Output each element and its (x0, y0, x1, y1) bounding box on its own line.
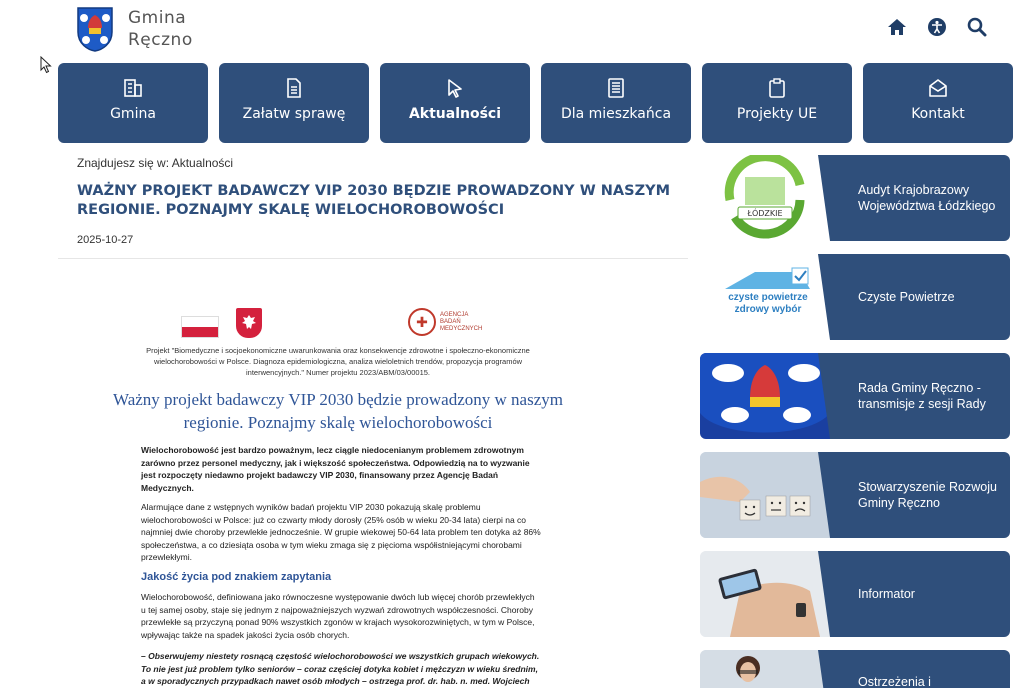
document-icon (284, 78, 304, 98)
sidebar-item-label: Czyste Powietrze (830, 254, 1010, 340)
document-paragraph: Wielochorobowość, definiowana jako równoczesne występowanie dwóch lub więcej chorób przewlekłych u tej samej osoby, staje się jednym z najpoważniejszych wyzwań zdrowotnych współczesności. Choroby przewlekłe są przyczyną ponad 90% wszystkich zgonów w krajach wysokorozwiniętych, w tym w Polsce, wpływając także na spadek jakości życia osób chorych. (141, 592, 535, 640)
search-icon[interactable] (966, 16, 988, 38)
document-paragraph: Alarmujące dane z wstępnych wyników badań projektu VIP 2030 pokazują skalę problemu wielochorobowości w Polsce: już co czwarty młody dorosły (25% osób w wieku 20-34 lata) cierpi na co najmniej dwie choroby przewlekłe jednocześnie. W grupie wiekowej 50-64 lata problem ten dotyka aż 86% społeczeństwa, a co dziesiąta osoba w tym wieku zmaga się z pięcioma współistniejącymi chorobami przewlekłymi. (141, 502, 541, 562)
sidebar-item-czyste-powietrze[interactable] (700, 254, 1010, 340)
coat-of-arms-image (700, 353, 830, 439)
polish-eagle-icon (236, 308, 262, 338)
accessibility-icon[interactable] (926, 16, 948, 38)
nav-label: Gmina (110, 106, 156, 122)
nav-aktualnosci[interactable] (380, 63, 530, 143)
document-paragraph: Wielochorobowość jest bardzo poważnym, lecz ciągle niedocenianym problemem zdrowotnym zarówno przez personel medyczny, jak i większość społeczeństwa. Odpowiedzią na to wyzwanie jest rozpoczęty niedawno projekt badawczy VIP 2030, finansowany przez Agencję Badań Medycznych. (141, 445, 530, 493)
logo-line1: Gmina (128, 8, 187, 28)
article-document-image (58, 268, 688, 688)
document-logos (58, 306, 688, 340)
sidebar-item-audyt[interactable] (700, 155, 1010, 241)
sidebar-item-label: Ostrzeżenia i (830, 650, 1010, 688)
clipboard-icon (767, 78, 787, 98)
nav-label: Dla mieszkańca (560, 106, 672, 122)
document-title: Ważny projekt badawczy VIP 2030 będzie prowadzony w naszym regionie. Poznajmy skalę wielochorobowości (113, 390, 563, 432)
main-navigation (58, 63, 1013, 143)
nav-kontakt[interactable] (863, 63, 1013, 143)
smartphone-hand-image (700, 551, 830, 637)
sidebar-item-ostrzezenia[interactable] (700, 650, 1010, 688)
nav-label: Kontakt (911, 106, 965, 122)
abm-cross-icon: ✚ (408, 308, 436, 336)
sidebar-item-label: Rada Gminy Ręczno - transmisje z sesji Rady (830, 353, 1010, 439)
lodzkie-logo-image (700, 155, 830, 241)
sidebar-item-label: Informator (830, 551, 1010, 637)
cursor-icon (445, 78, 465, 98)
article-title: WAŻNY PROJEKT BADAWCZY VIP 2030 BĘDZIE PROWADZONY W NASZYM REGIONIE. POZNAJMY SKALĘ WIELOCHOROBOWOŚCI (77, 183, 671, 218)
site-logo[interactable] (76, 6, 193, 52)
divider (58, 258, 688, 259)
coat-of-arms-icon (76, 6, 114, 52)
smiley-blocks-image (700, 452, 830, 538)
sidebar-item-stowarzyszenie[interactable] (700, 452, 1010, 538)
nav-dla-mieszkanca[interactable] (541, 63, 691, 143)
breadcrumb: Znajdujesz się w: Aktualności (77, 156, 234, 170)
nav-zalatw-sprawe[interactable] (219, 63, 369, 143)
building-icon (123, 78, 143, 98)
envelope-icon (928, 78, 948, 98)
polish-flag-icon (181, 316, 219, 338)
abm-text: AGENCJA BADAŃ MEDYCZNYCH (440, 311, 483, 332)
lodzkie-text: ŁÓDZKIE (747, 209, 783, 218)
sidebar-item-rada-gminy[interactable] (700, 353, 1010, 439)
woman-photo-image (700, 650, 830, 688)
sidebar-item-informator[interactable] (700, 551, 1010, 637)
nav-projekty-ue[interactable] (702, 63, 852, 143)
home-icon[interactable] (886, 16, 908, 38)
header (0, 0, 1024, 60)
nav-gmina[interactable] (58, 63, 208, 143)
article-date: 2025-10-27 (77, 234, 134, 246)
logo-line2: Ręczno (128, 30, 193, 50)
document-paragraph: – Obserwujemy niestety rosnącą częstość wielochorobowości we wszystkich grupach wiekowych. To nie jest już problem tylko seniorów – coraz częściej dotyka kobiet i mężczyzn w wieku średnim, a w sporadycznych przypadkach nawet osób młodych – ostrzega prof. dr. hab. n. med. Wojciech (141, 651, 540, 686)
sidebar-item-label: Stowarzyszenie Rozwoju Gminy Ręczno (830, 452, 1010, 538)
mouse-pointer-icon (40, 56, 52, 74)
czyste-powietrze-logo-image (700, 254, 830, 340)
document-subheading: Jakość życia pod znakiem zapytania (141, 571, 332, 583)
list-icon (606, 78, 626, 98)
nav-label: Aktualności (408, 106, 502, 122)
abm-logo (408, 308, 490, 336)
sidebar-item-label: Audyt Krajobrazowy Województwa Łódzkiego (830, 155, 1010, 241)
nav-label: Projekty UE (736, 106, 818, 122)
nav-label: Załatw sprawę (242, 106, 346, 122)
document-project-info: Projekt "Biomedyczne i socjoekonomiczne uwarunkowania oraz konsekwencje zdrowotne i społeczno-ekonomiczne wielochorobowości w Polsce. Diagnoza epidemiologiczna, analiza wieloletnich trendów, propozycja programów interwencyjnych." Numer projektu 2023/ABM/03/00015. (146, 346, 530, 377)
logo-text (128, 7, 193, 51)
czyste-powietrze-text: czyste powietrze zdrowy wybór (728, 292, 808, 315)
